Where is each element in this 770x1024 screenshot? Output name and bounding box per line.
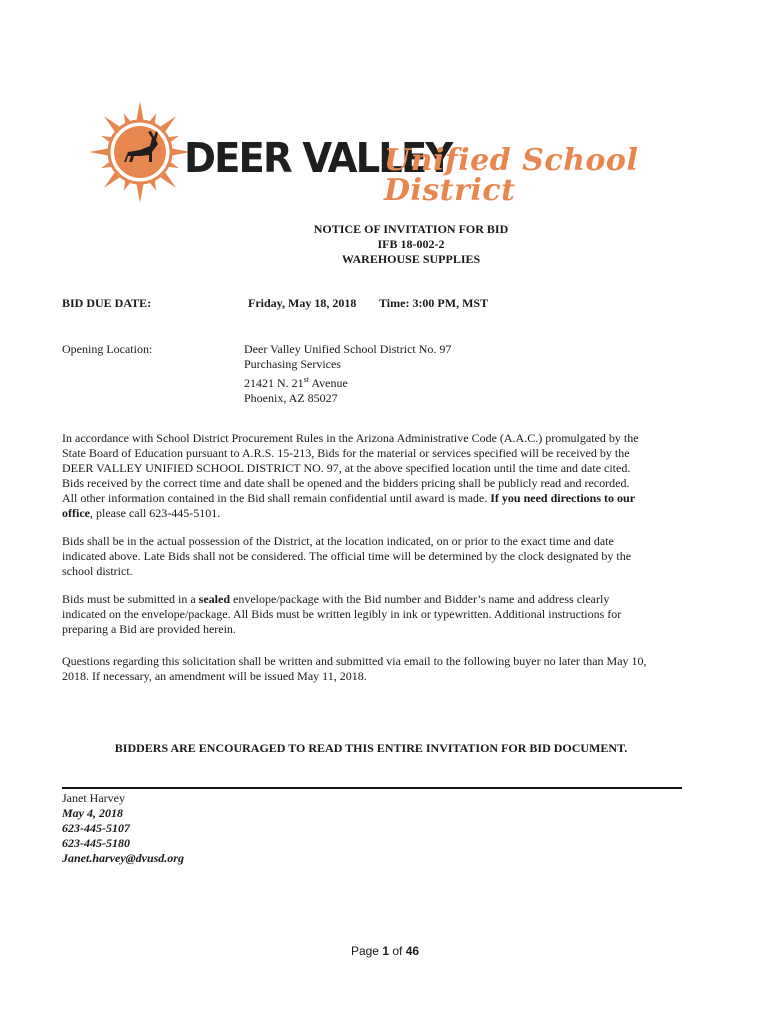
page-number: Page 1 of 46 (350, 944, 420, 958)
sun-ray (89, 148, 110, 156)
paragraph-sealed-bids: Bids must be submitted in a sealed envelope/package with the Bid number and Bidder’s name and address clearly indicated on the envelope/package. All Bids must be written legibly in ink or typewritten. Additional instructions for preparing a Bid are provided herein. (62, 592, 622, 636)
bid-subject: WAREHOUSE SUPPLIES (341, 252, 481, 266)
buyer-email: Janet.harvey@dvusd.org (62, 851, 184, 865)
address-line: Purchasing Services (244, 357, 341, 371)
paragraph-late-bids: Bids shall be in the actual possession of the District, at the location indicated, on or prior to the exact time and date indicated above. Late Bids shall not be considered. The official time will be determined by the clock designated by the school district. (62, 534, 632, 578)
opening-address (244, 342, 451, 406)
address-line: Deer Valley Unified School District No. 97 (244, 342, 452, 356)
bid-due-time: Time: 3:00 PM, MST (379, 296, 489, 310)
opening-location-label: Opening Location: (62, 342, 153, 356)
sun-ray (136, 182, 144, 203)
address-line: Phoenix, AZ 85027 (244, 391, 338, 405)
bidders-notice: BIDDERS ARE ENCOURAGED TO READ THIS ENTIRE INVITATION FOR BID DOCUMENT. (114, 741, 628, 755)
address-line: 21421 N. 21st Avenue (244, 375, 348, 390)
sun-ray (136, 101, 144, 122)
bid-due-label: BID DUE DATE: (62, 296, 152, 310)
buyer-name: Janet Harvey (62, 791, 125, 805)
buyer-fax: 623-445-5180 (62, 836, 130, 850)
logo-subtitle: Unified School District (384, 143, 639, 208)
logo-wordmark: DEER VALLEY (184, 134, 452, 182)
district-logo-sun-icon (88, 100, 192, 204)
signature-block (62, 791, 184, 866)
ifb-number: IFB 18-002-2 (377, 237, 445, 251)
paragraph-questions: Questions regarding this solicitation shall be written and submitted via email to the following buyer no later than May 10, 2018. If necessary, an amendment will be issued May 11, 2018. (62, 654, 647, 683)
divider-rule (62, 787, 682, 789)
bid-due-date: Friday, May 18, 2018 (248, 296, 357, 310)
signature-date: May 4, 2018 (62, 806, 123, 820)
buyer-phone: 623-445-5107 (62, 821, 130, 835)
paragraph-procurement: In accordance with School District Procurement Rules in the Arizona Administrative Code (A.A.C.) promulgated by the State Board of Education pursuant to A.R.S. 15-213, Bids for the material or services specified will be received by the DEER VALLEY UNIFIED SCHOOL DISTRICT NO. 97, at the above specified location until the time and date cited. Bids received by the correct time and date shall be opened and the bidders pricing shall be publicly read and recorded. All other information contained in the Bid shall remain confidential until award is made. If you need directions to our office, please call 623-445-5101. (62, 431, 639, 520)
notice-title: NOTICE OF INVITATION FOR BID (313, 222, 509, 236)
